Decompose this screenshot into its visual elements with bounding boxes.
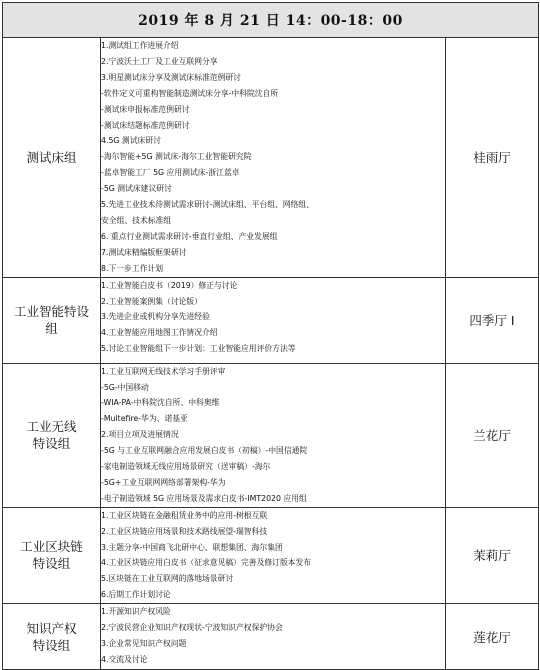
schedule-row (3, 604, 539, 670)
room-name: 茉莉厅 (446, 507, 539, 603)
date-time-header: 2019 年 8 月 21 日 14：00-18：00 (3, 3, 539, 38)
agenda-item: -WIA-PA-中科院沈自所、中科奥维 (101, 398, 220, 408)
agenda-item: 1.开源知识产权风险 (101, 607, 171, 617)
agenda-item: -5G 与工业互联网融合应用发展白皮书（初稿）-中国信通院 (101, 446, 308, 456)
agenda-item: -Multefire-华为、诺基亚 (101, 414, 188, 424)
agenda-item: 1.工业区块链在金融租赁业务中的应用-树根互联 (101, 510, 268, 520)
group-name-line: 工业区块链 (20, 539, 83, 555)
agenda-item: -5G-中国移动 (101, 382, 149, 392)
group-name-line: 组 (45, 321, 58, 337)
agenda-item: 1.工业互联网无线技术学习手册评审 (101, 366, 226, 376)
group-name-line: 特设组 (32, 556, 71, 572)
agenda-item: 4.工业区块链应用白皮书（征求意见稿）完善及修订版本发布 (101, 558, 312, 568)
agenda-items (101, 507, 446, 603)
group-name-line: 测试床组 (26, 149, 77, 165)
room-name: 莲花厅 (446, 604, 539, 670)
agenda-item: -蓝卓智能工厂 5G 应用测试床-浙江蓝卓 (101, 168, 240, 178)
agenda-items (101, 277, 446, 363)
group-name-line: 工业智能特设 (13, 304, 89, 320)
agenda-item: 5.区块链在工业互联网的落地场景研讨 (101, 574, 234, 584)
schedule-row (3, 38, 539, 278)
agenda-item: 4.工业智能应用地图工作情况介绍 (101, 328, 218, 338)
schedule-row (3, 507, 539, 603)
schedule-row (3, 277, 539, 363)
agenda-item: 2.宁波沃土工厂及工业互联网分享 (101, 56, 218, 66)
agenda-items (101, 363, 446, 507)
group-name (3, 604, 101, 670)
room-name: 兰花厅 (446, 363, 539, 507)
agenda-items (101, 604, 446, 670)
group-name (3, 507, 101, 603)
agenda-item: 2.项目立项及进展情况 (101, 430, 179, 440)
agenda-items (101, 38, 446, 278)
date-header-row (3, 3, 539, 38)
group-name-line: 特设组 (32, 436, 71, 452)
group-name-line: 知识产权 (26, 620, 77, 636)
agenda-item: 3.主题分享-中国商飞北研中心、联想集团、海尔集团 (101, 542, 283, 552)
agenda-item: 1.测试组工作进展介绍 (101, 41, 179, 50)
agenda-item: 1.工业智能白皮书（2019）修正与讨论 (101, 280, 238, 290)
group-name (3, 277, 101, 363)
agenda-item: -5G 测试床建议研讨 (101, 184, 172, 194)
schedule-table (2, 2, 539, 670)
agenda-item: 2.工业智能案例集（讨论版） (101, 296, 203, 306)
agenda-item: -测试床申报标准范例研讨 (101, 104, 190, 114)
group-name (3, 38, 101, 278)
agenda-item: 4.5G 测试床研讨 (101, 136, 161, 146)
agenda-item: 8.下一步工作计划 (101, 263, 164, 273)
agenda-item: 5.先进工业技术待测试需求研讨-测试床组、平台组、网络组、 (101, 200, 314, 210)
group-name-line: 特设组 (32, 637, 71, 653)
group-name (3, 363, 101, 507)
agenda-item: 6. 重点行业测试需求研讨-垂直行业组、产业发展组 (101, 231, 278, 241)
room-name: 桂雨厅 (446, 38, 539, 278)
agenda-item: -电子制造领域 5G 应用场景及需求白皮书-IMT2020 应用组 (101, 493, 307, 503)
agenda-item: -5G+工业互联网网络部署架构-华为 (101, 477, 226, 487)
agenda-item: 7.测试床精编版框架研讨 (101, 247, 187, 257)
agenda-item: 6.后期工作计划讨论 (101, 590, 171, 600)
agenda-item: 安全组、技术标准组 (101, 215, 172, 225)
agenda-item: 2.宁波民营企业知识产权现状-宁波知识产权保护协会 (101, 623, 283, 633)
agenda-item: 3.明星测试床分享及测试床标准范例研讨 (101, 72, 241, 82)
agenda-item: -家电制造领域无线应用场景研究（送审稿）-海尔 (101, 462, 271, 472)
agenda-item: -软件定义可重构智能制造测试床分享-中科院沈自所 (101, 88, 279, 98)
room-name: 四季厅 I (446, 277, 539, 363)
agenda-item: -测试床结题标准范例研讨 (101, 120, 190, 130)
agenda-item: 4.交流及讨论 (101, 654, 148, 664)
agenda-item: -海尔智能+5G 测试床-海尔工业智能研究院 (101, 152, 252, 162)
group-name-line: 工业无线 (26, 419, 77, 435)
agenda-item: 2.工业区块链应用场景和技术路线展望-瑞智科技 (101, 526, 268, 536)
schedule-row (3, 363, 539, 507)
agenda-item: 3.企业常见知识产权问题 (101, 639, 187, 648)
agenda-item: 5.讨论工业智能组下一步计划：工业智能应用评价方法等 (101, 344, 296, 354)
agenda-item: 3.先进企业或机构分享先进经验 (101, 312, 210, 322)
